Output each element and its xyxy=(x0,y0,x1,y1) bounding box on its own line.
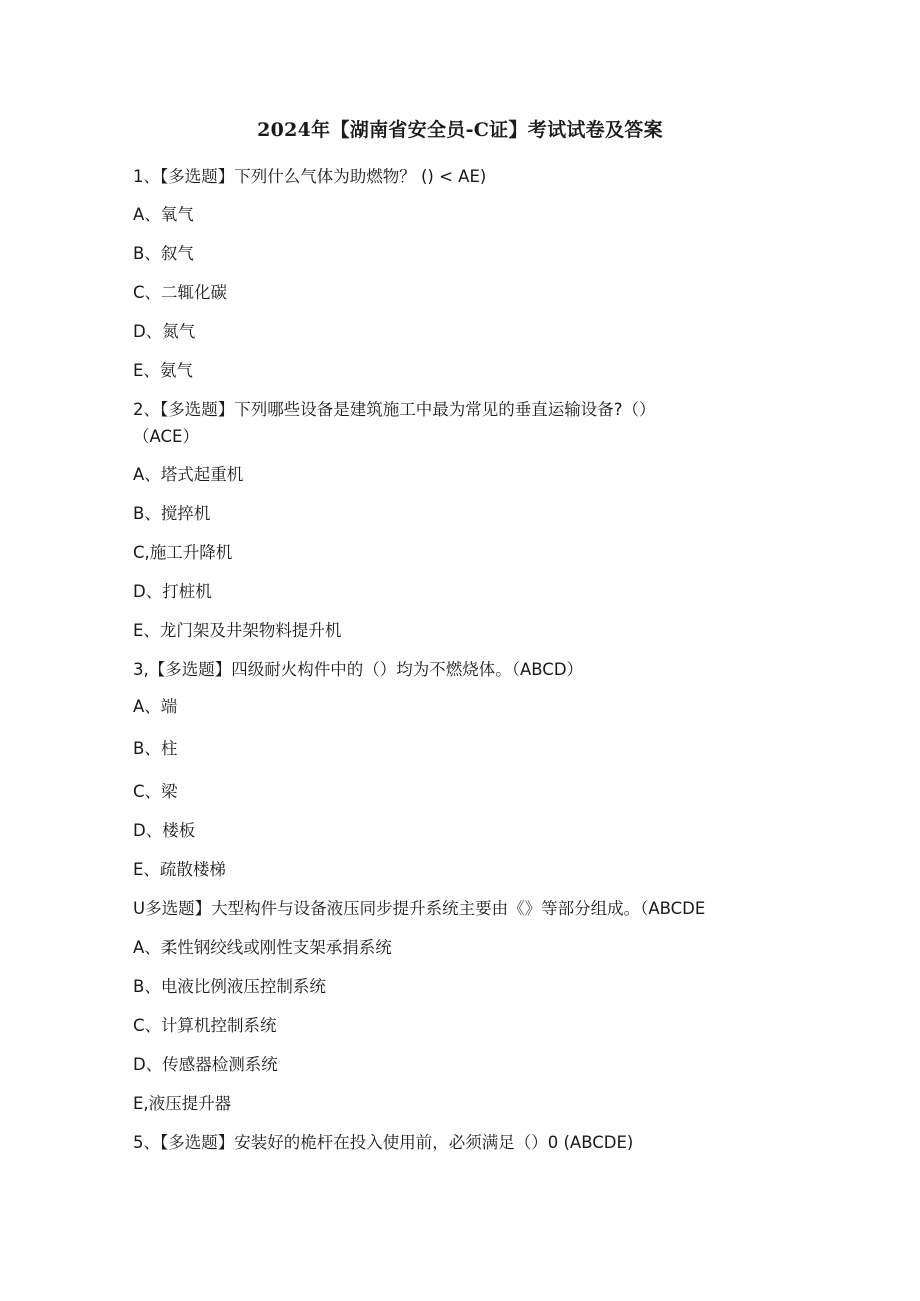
question-2-answer: （ACE） xyxy=(133,427,199,446)
document-title: 2024年【湖南省安全员-C证】考试试卷及答案 xyxy=(257,119,663,141)
question-3-option-e: E、疏散楼梯 xyxy=(133,860,226,879)
question-1-option-e: E、氨气 xyxy=(133,361,193,380)
question-4-option-e: E,液压提升器 xyxy=(133,1094,232,1113)
question-2-option-a: A、塔式起重机 xyxy=(133,465,244,484)
question-1-option-a: A、氧气 xyxy=(133,205,194,224)
question-4-option-a: A、柔性钢绞线或刚性支架承捐系统 xyxy=(133,938,392,957)
question-2-option-c: C,施工升降机 xyxy=(133,543,233,562)
question-2-stem: 2、【多选题】下列哪些设备是建筑施工中最为常见的垂直运输设备?（） xyxy=(133,400,656,419)
question-1-option-c: C、二辄化碳 xyxy=(133,283,228,302)
question-3-option-c: C、梁 xyxy=(133,782,178,801)
question-5-stem: 5、【多选题】安装好的桅杆在投入使用前，必须满足（）0 (ABCDE) xyxy=(133,1133,634,1152)
question-4-option-d: D、传感器检测系统 xyxy=(133,1055,278,1074)
question-4-option-c: C、计算机控制系统 xyxy=(133,1016,277,1035)
question-2-option-b: B、搅捽机 xyxy=(133,504,211,523)
question-1-stem: 1、【多选题】下列什么气体为助燃物？ () < AE) xyxy=(133,167,487,186)
question-3-stem: 3,【多选题】四级耐火构件中的（）均为不燃烧体。（ABCD） xyxy=(133,660,584,679)
question-1-option-d: D、氮气 xyxy=(133,322,196,341)
question-2-option-e: E、龙门架及井架物料提升机 xyxy=(133,621,342,640)
question-3-option-d: D、楼板 xyxy=(133,821,196,840)
question-1-option-b: B、叙气 xyxy=(133,244,194,263)
question-2-option-d: D、打桩机 xyxy=(133,582,212,601)
question-3-option-a: A、端 xyxy=(133,697,178,716)
question-4-stem: U多选题】大型构件与设备液压同步提升系统主要由《》等部分组成。（ABCDE xyxy=(133,899,706,918)
question-3-option-b: B、柱 xyxy=(133,739,178,758)
question-4-option-b: B、电液比例液压控制系统 xyxy=(133,977,326,996)
